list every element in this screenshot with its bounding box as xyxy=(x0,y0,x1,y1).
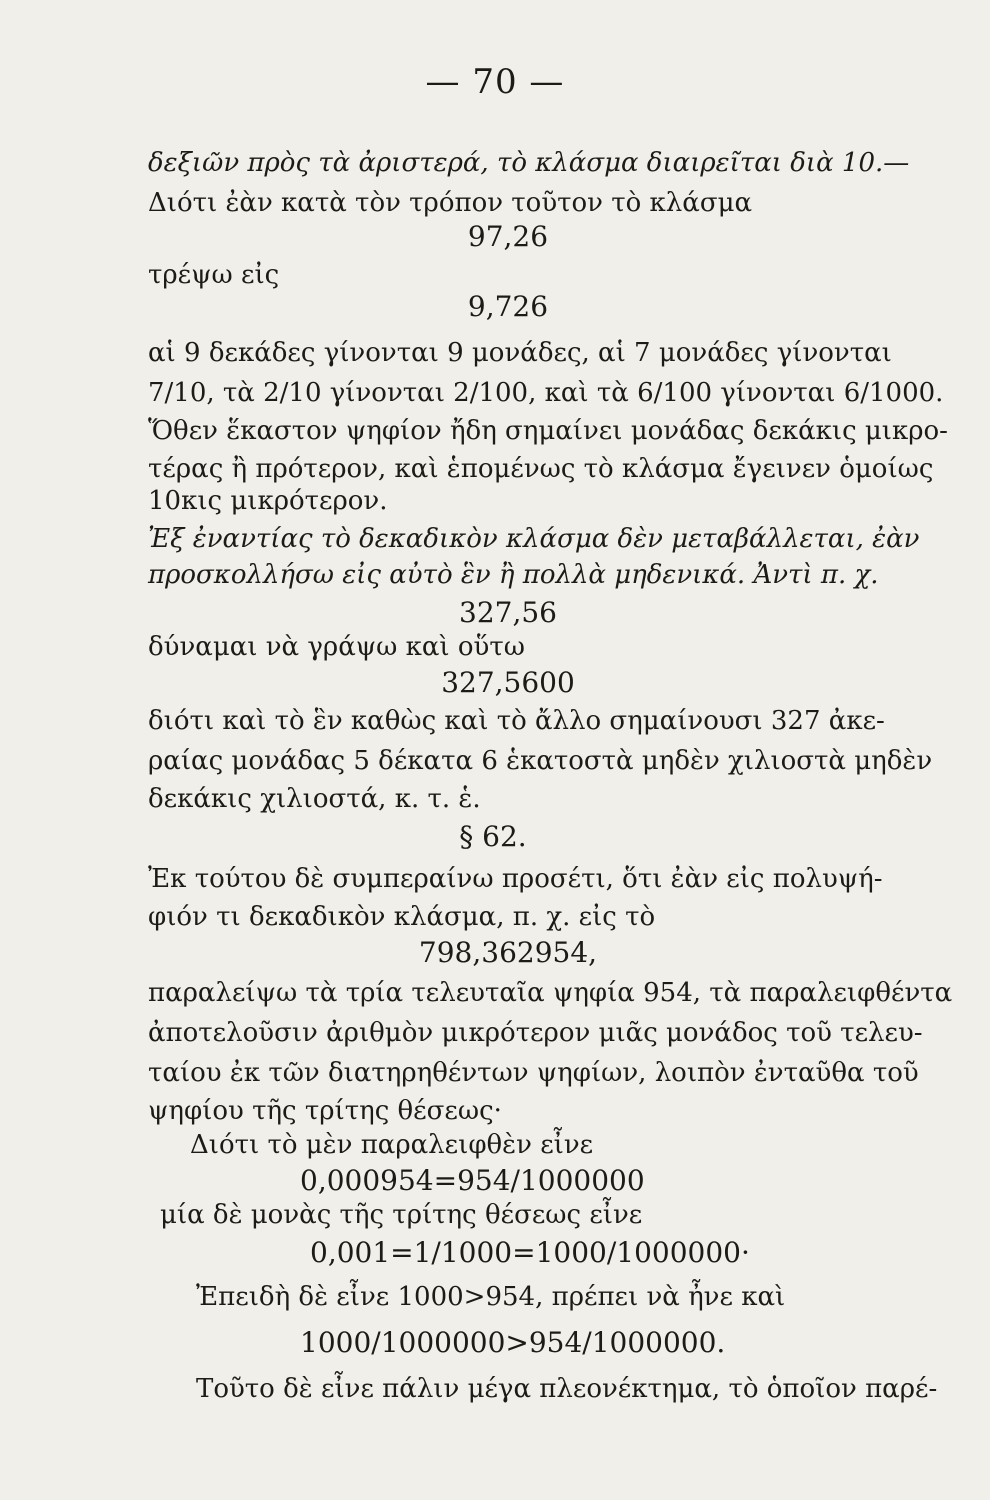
text-line: Διότι ἐὰν κατὰ τὸν τρόπον τοῦτον τὸ κλάσμα xyxy=(148,188,753,218)
text-line: Ὅθεν ἕκαστον ψηφίον ἤδη σημαίνει μονάδας δεκάκις μικρο- xyxy=(148,416,948,446)
text-line: διότι καὶ τὸ ἓν καθὼς καὶ τὸ ἄλλο σημαίνουσι 327 ἀκε- xyxy=(148,706,885,736)
text-line: ψηφίου τῆς τρίτης θέσεως· xyxy=(148,1096,502,1126)
text-line: τρέψω εἰς xyxy=(148,260,280,290)
text-line: φιόν τι δεκαδικὸν κλάσμα, π. χ. εἰς τὸ xyxy=(148,902,656,932)
text-line: μία δὲ μονὰς τῆς τρίτης θέσεως εἶνε xyxy=(160,1200,643,1230)
text-line: αἱ 9 δεκάδες γίνονται 9 μονάδες, αἱ 7 μονάδες γίνονται xyxy=(148,338,892,368)
text-line: ἀποτελοῦσιν ἀριθμὸν μικρότερον μιᾶς μονάδος τοῦ τελευ- xyxy=(148,1018,923,1048)
text-line: Τοῦτο δὲ εἶνε πάλιν μέγα πλεονέκτημα, τὸ ὁποῖον παρέ- xyxy=(196,1374,938,1404)
text-line: Ἐκ τούτου δὲ συμπεραίνω προσέτι, ὅτι ἐὰν εἰς πολυψή- xyxy=(148,864,883,894)
text-line: δύναμαι νὰ γράψω καὶ οὕτω xyxy=(148,632,525,662)
formula-line: 9,726 xyxy=(467,290,549,323)
text-line: Ἐξ ἐναντίας τὸ δεκαδικὸν κλάσμα δὲν μεταβάλλεται, ἐὰν xyxy=(148,524,920,554)
page-number: — 70 — xyxy=(425,62,565,102)
formula-line: 327,5600 xyxy=(441,666,575,699)
text-line: παραλείψω τὰ τρία τελευταῖα ψηφία 954, τὰ παραλειφθέντα xyxy=(148,978,953,1008)
text-line: δεξιῶν πρὸς τὰ ἀριστερά, τὸ κλάσμα διαιρεῖται διὰ 10.— xyxy=(148,148,910,178)
text-line: Ἐπειδὴ δὲ εἶνε 1000>954, πρέπει νὰ ἦνε καὶ xyxy=(196,1282,786,1312)
formula-line: 0,001=1/1000=1000/1000000· xyxy=(310,1236,750,1269)
formula-line: 798,362954, xyxy=(418,936,598,969)
text-line: ραίας μονάδας 5 δέκατα 6 ἑκατοστὰ μηδὲν χιλιοστὰ μηδὲν xyxy=(148,746,933,776)
text-line: τέρας ἢ πρότερον, καὶ ἑπομένως τὸ κλάσμα ἔγεινεν ὁμοίως xyxy=(148,454,934,484)
formula-line: 1000/1000000>954/1000000. xyxy=(300,1326,726,1359)
text-line: Διότι τὸ μὲν παραλειφθὲν εἶνε xyxy=(190,1130,594,1160)
section-heading: § 62. xyxy=(459,820,527,853)
formula-line: 97,26 xyxy=(467,220,549,253)
text-line: 7/10, τὰ 2/10 γίνονται 2/100, καὶ τὰ 6/100 γίνονται 6/1000. xyxy=(148,378,944,408)
formula-line: 327,56 xyxy=(459,596,557,629)
text-line: δεκάκις χιλιοστά, κ. τ. ἑ. xyxy=(148,784,481,814)
formula-line: 0,000954=954/1000000 xyxy=(300,1164,645,1197)
text-line: 10κις μικρότερον. xyxy=(148,486,388,516)
text-line: προσκολλήσω εἰς αὐτὸ ἓν ἢ πολλὰ μηδενικά. Ἀντὶ π. χ. xyxy=(148,560,879,590)
text-line: ταίου ἐκ τῶν διατηρηθέντων ψηφίων, λοιπὸν ἐνταῦθα τοῦ xyxy=(148,1058,919,1088)
